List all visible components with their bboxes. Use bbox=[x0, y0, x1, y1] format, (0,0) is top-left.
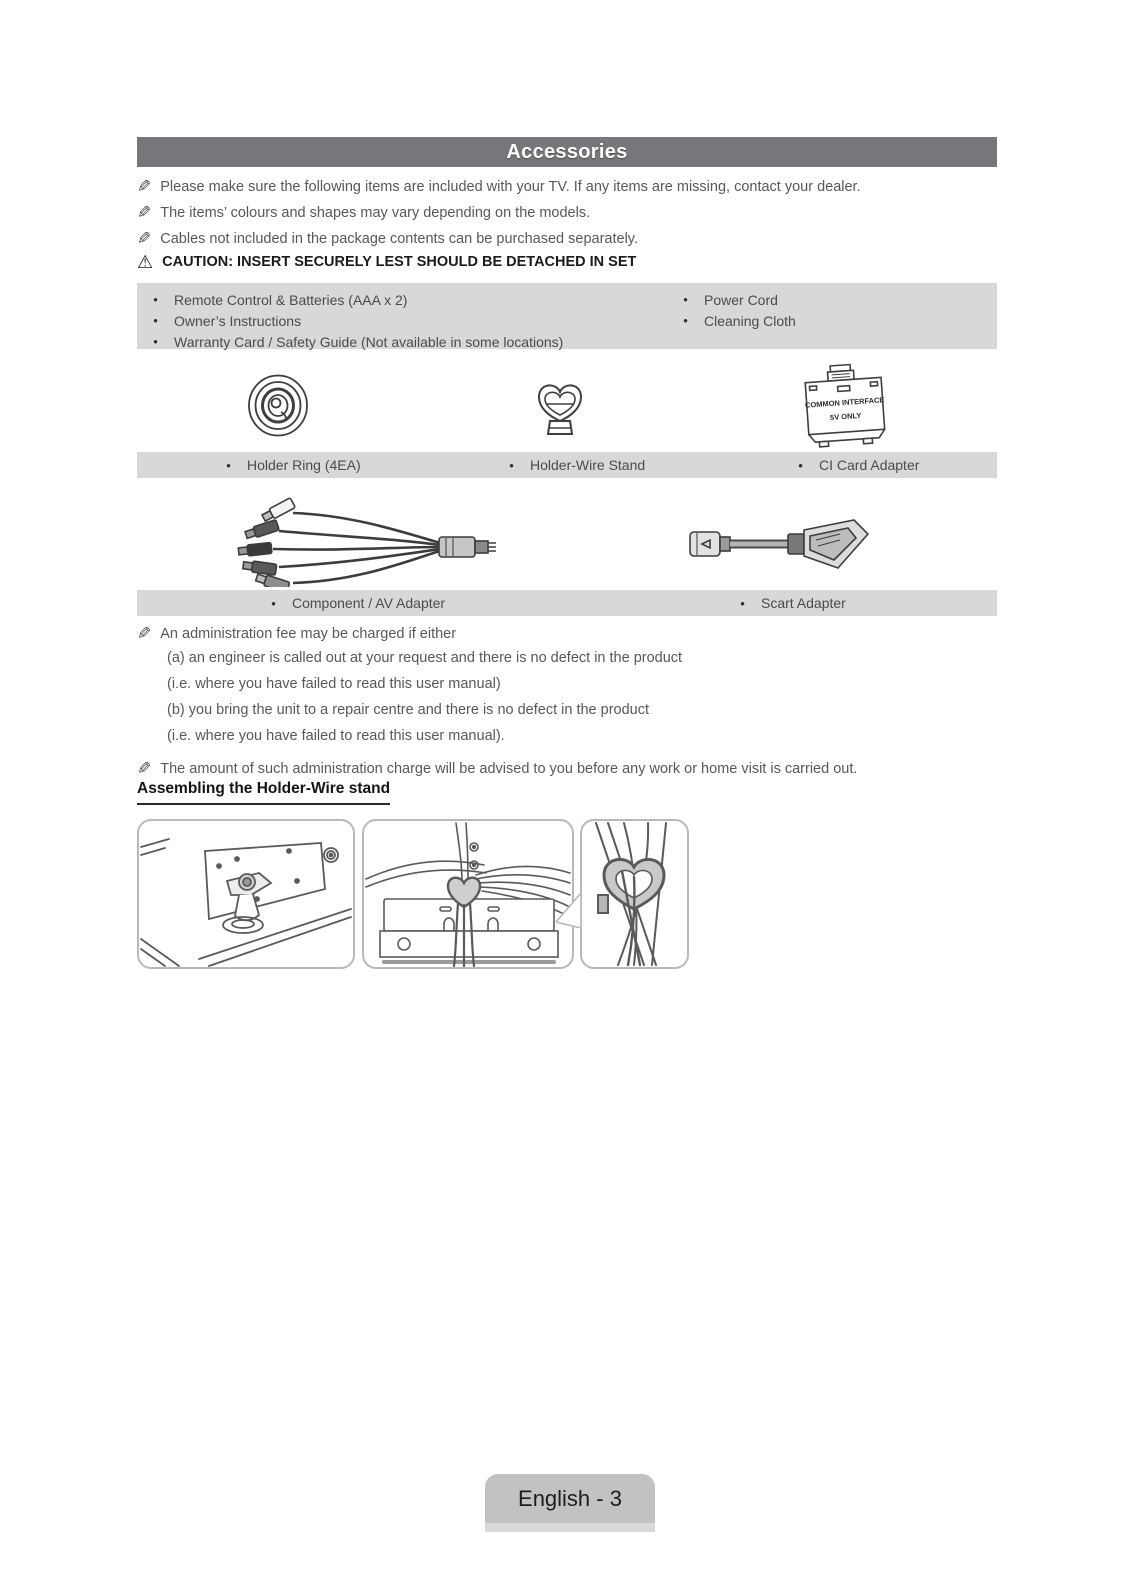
bullet-icon: • bbox=[509, 457, 514, 473]
pencil-icon: ✎ bbox=[137, 203, 152, 222]
component-av-adapter-image bbox=[235, 497, 550, 587]
note-text: Please make sure the following items are included with your TV. If any items are missing, contact your dealer. bbox=[160, 179, 861, 195]
list-item bbox=[152, 289, 563, 310]
admin-fee-line: (b) you bring the unit to a repair centre and there is no defect in the product bbox=[167, 702, 650, 718]
admin-charge-note bbox=[137, 759, 1037, 779]
admin-fee-line: (a) an engineer is called out at your request and there is no defect in the product bbox=[167, 650, 683, 666]
caption-item bbox=[797, 452, 919, 478]
page-number-tab: English - 3 bbox=[485, 1474, 655, 1523]
bullet-icon: • bbox=[153, 313, 158, 328]
scart-adapter-image bbox=[688, 518, 872, 572]
bullet-icon: • bbox=[683, 313, 688, 328]
pencil-icon: ✎ bbox=[137, 229, 152, 248]
bullet-icon: • bbox=[740, 595, 745, 611]
ci-card-label-2: 5V ONLY bbox=[829, 410, 862, 423]
bullet-icon: • bbox=[798, 457, 803, 473]
ci-card-label-1: COMMON INTERFACE bbox=[804, 395, 885, 410]
item-text: Owner’s Instructions bbox=[174, 312, 302, 329]
assembly-step3-image bbox=[580, 819, 689, 969]
notes-block bbox=[137, 177, 1007, 255]
note-item bbox=[137, 229, 1007, 249]
item-text: Warranty Card / Safety Guide (Not available in some locations) bbox=[174, 333, 564, 350]
ci-card-adapter-image bbox=[793, 363, 897, 449]
caution-note bbox=[137, 253, 636, 271]
included-items-box bbox=[137, 283, 997, 349]
caption-text: Holder Ring (4EA) bbox=[247, 457, 361, 473]
note-text: The items’ colours and shapes may vary depending on the models. bbox=[160, 205, 591, 221]
bullet-icon: • bbox=[226, 457, 231, 473]
bullet-icon: • bbox=[153, 292, 158, 307]
included-items-left-column bbox=[152, 289, 563, 352]
admin-fee-intro bbox=[137, 624, 1037, 644]
caption-item bbox=[270, 590, 445, 616]
admin-fee-intro-text: An administration fee may be charged if either bbox=[160, 626, 457, 642]
callout-wedge bbox=[556, 893, 581, 928]
holder-wire-stand-image bbox=[534, 377, 586, 437]
admin-fee-block bbox=[137, 624, 1037, 779]
caption-band-row2 bbox=[137, 590, 997, 616]
list-item bbox=[682, 310, 796, 331]
caption-item bbox=[225, 452, 361, 478]
assembly-step2-image bbox=[362, 819, 574, 969]
bullet-icon: • bbox=[271, 595, 276, 611]
note-item bbox=[137, 177, 1007, 197]
item-text: Cleaning Cloth bbox=[704, 312, 796, 329]
caption-text: Holder-Wire Stand bbox=[530, 457, 646, 473]
caption-text: Component / AV Adapter bbox=[292, 595, 446, 611]
list-item bbox=[682, 289, 796, 310]
caution-text: CAUTION: INSERT SECURELY LEST SHOULD BE DETACHED IN SET bbox=[162, 254, 637, 270]
list-item bbox=[152, 331, 563, 352]
pencil-icon: ✎ bbox=[137, 759, 152, 778]
caption-text: Scart Adapter bbox=[761, 595, 846, 611]
caption-band-row1 bbox=[137, 452, 997, 478]
note-item bbox=[137, 203, 1007, 223]
caption-item bbox=[508, 452, 645, 478]
item-text: Power Cord bbox=[704, 291, 778, 308]
holder-ring-image bbox=[247, 374, 309, 437]
pencil-icon: ✎ bbox=[137, 177, 152, 196]
warning-icon: ⚠ bbox=[137, 252, 154, 272]
bullet-icon: • bbox=[153, 334, 158, 349]
caption-text: CI Card Adapter bbox=[819, 457, 920, 473]
admin-charge-note-text: The amount of such administration charge will be advised to you before any work or home visit is carried out. bbox=[160, 761, 858, 777]
caption-item bbox=[739, 590, 846, 616]
list-item bbox=[152, 310, 563, 331]
bullet-icon: • bbox=[683, 292, 688, 307]
assembly-section-heading: Assembling the Holder-Wire stand bbox=[137, 780, 390, 805]
item-text: Remote Control & Batteries (AAA x 2) bbox=[174, 291, 408, 308]
pencil-icon: ✎ bbox=[137, 624, 152, 643]
assembly-step1-image bbox=[137, 819, 355, 969]
page-title: Accessories bbox=[137, 137, 997, 167]
included-items-right-column bbox=[682, 289, 796, 331]
admin-fee-line: (i.e. where you have failed to read this user manual) bbox=[167, 676, 501, 692]
note-text: Cables not included in the package contents can be purchased separately. bbox=[160, 231, 638, 247]
admin-fee-line: (i.e. where you have failed to read this user manual). bbox=[167, 728, 505, 744]
page-number-tab-shadow bbox=[485, 1523, 655, 1532]
